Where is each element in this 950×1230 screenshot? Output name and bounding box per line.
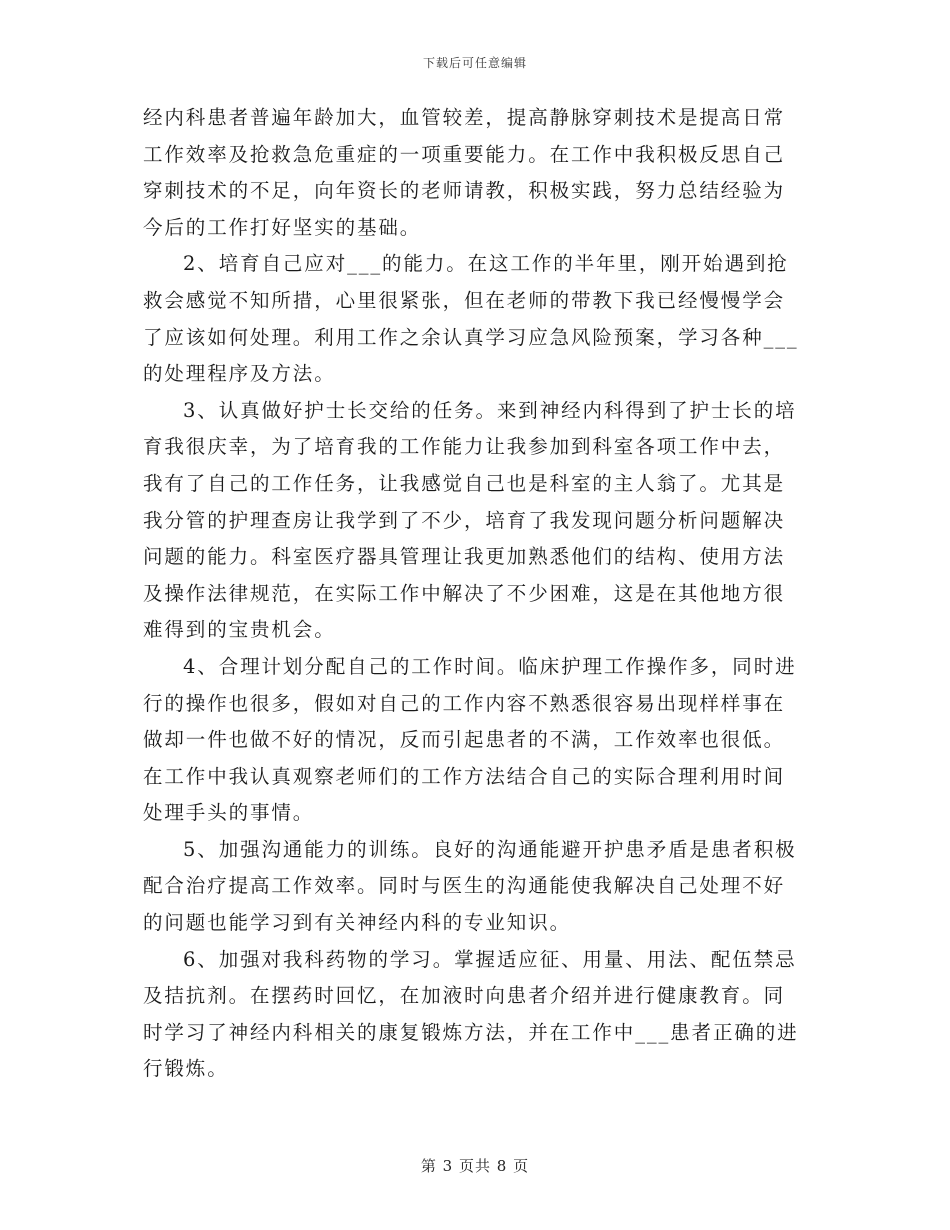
page-footer: 第 3 页共 8 页: [420, 1157, 530, 1175]
text-line: 5、加强沟通能力的训练。良好的沟通能避开护患矛盾是患者积极: [183, 837, 797, 861]
text-line: 经内科患者普遍年龄加大，血管较差，提高静脉穿刺技术是提高日常: [143, 106, 786, 129]
text-line: 的处理程序及方法。: [143, 362, 336, 386]
text-line: 配合治疗提高工作效率。同时与医生的沟通能使我解决自己处理不好: [143, 874, 786, 898]
text-line: 的问题也能学习到有关神经内科的专业知识。: [143, 911, 572, 935]
text-line: 我分管的护理查房让我学到了不少，培育了我发现问题分析问题解决: [143, 508, 786, 532]
page-header: 下载后可任意编辑: [422, 56, 527, 70]
text-line: 了应该如何处理。利用工作之余认真学习应急风险预案，学习各种___: [143, 325, 799, 349]
text-line: 处理手头的事情。: [143, 801, 315, 825]
text-line: 问题的能力。科室医疗器具管理让我更加熟悉他们的结构、使用方法: [143, 545, 786, 569]
text-line: 6、加强对我科药物的学习。掌握适应征、用量、用法、配伍禁忌: [183, 947, 797, 971]
text-line: 4、合理计划分配自己的工作时间。临床护理工作操作多，同时进: [183, 654, 797, 678]
text-line: 及操作法律规范，在实际工作中解决了不少困难，这是在其他地方很: [143, 581, 786, 605]
text-line: 今后的工作打好坚实的基础。: [143, 215, 422, 239]
text-line: 我有了自己的工作任务，让我感觉自己也是科室的主人翁了。尤其是: [143, 471, 786, 495]
text-line: 2、培育自己应对___的能力。在这工作的半年里，刚开始遇到抢: [183, 252, 789, 276]
document-body: [143, 100, 813, 1088]
text-line: 穿刺技术的不足，向年资长的老师请教，积极实践，努力总结经验为: [143, 179, 786, 203]
text-line: 难得到的宝贵机会。: [143, 618, 336, 642]
text-line: 工作效率及抢救急危重症的一项重要能力。在工作中我积极反思自己: [143, 142, 786, 166]
text-line: 3、认真做好护士长交给的任务。来到神经内科得到了护士长的培: [183, 398, 797, 422]
text-line: 行锻炼。: [143, 1057, 229, 1081]
text-line: 行的操作也很多，假如对自己的工作内容不熟悉很容易出现样样事在: [143, 691, 786, 715]
text-line: 育我很庆幸，为了培育我的工作能力让我参加到科室各项工作中去，: [143, 435, 786, 459]
text-line: 时学习了神经内科相关的康复锻炼方法，并在工作中___患者正确的进: [143, 1020, 799, 1044]
text-line: 在工作中我认真观察老师们的工作方法结合自己的实际合理利用时间: [143, 764, 786, 788]
text-line: 救会感觉不知所措，心里很紧张，但在老师的带教下我已经慢慢学会: [143, 288, 786, 312]
text-line: 及拮抗剂。在摆药时回忆，在加液时向患者介绍并进行健康教育。同: [143, 984, 786, 1008]
text-line: 做却一件也做不好的情况，反而引起患者的不满，工作效率也很低。: [143, 728, 786, 752]
